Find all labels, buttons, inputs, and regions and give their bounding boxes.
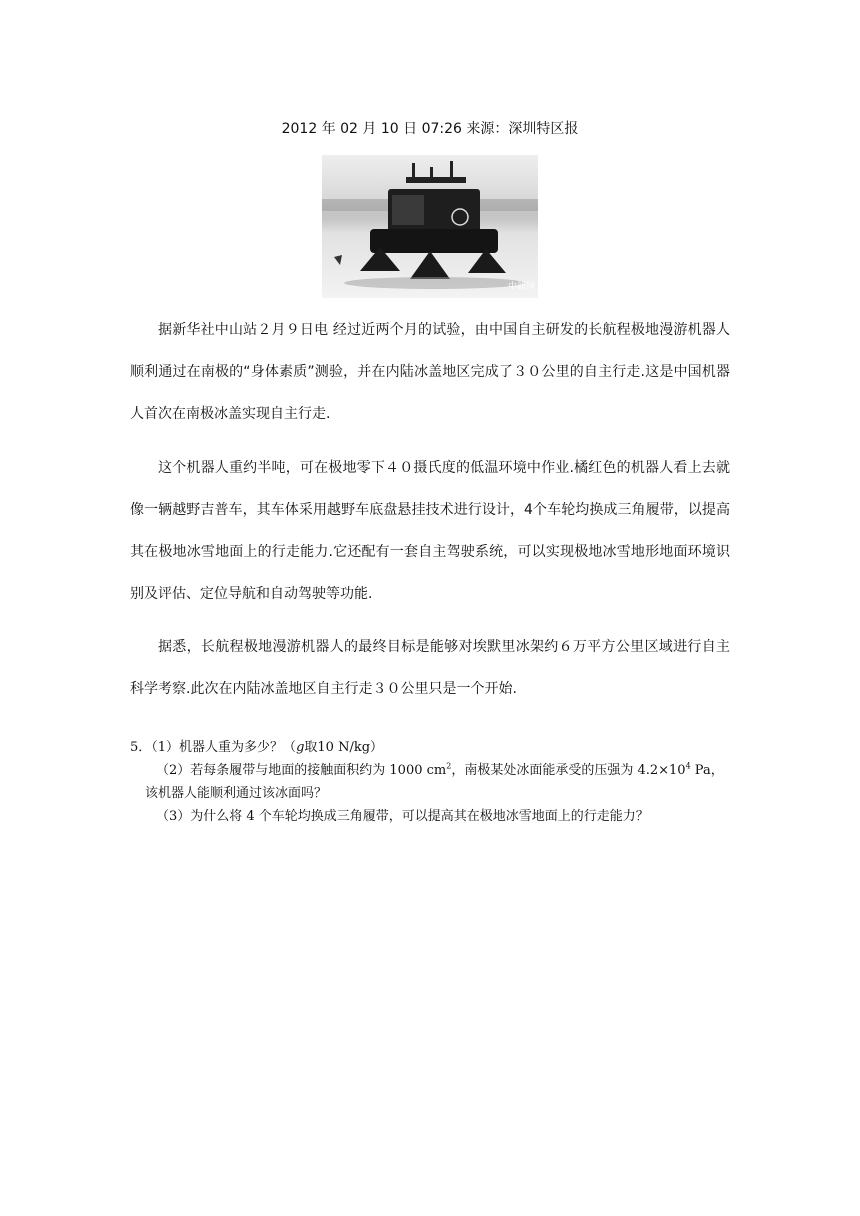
polar-robot-image: [322, 155, 538, 298]
question-part-3: （3）为什么将 4 个车轮均换成三角履带，可以提高其在极地冰雪地面上的行走能力？: [156, 809, 649, 824]
question-number: 5．: [130, 740, 152, 755]
question-5: [130, 736, 750, 828]
question-part-2-continued: 该机器人能顺利通过该冰面吗？: [145, 786, 328, 801]
article-dateline: 2012 年 02 月 10 日 07:26 来源：深圳特区报: [281, 121, 579, 137]
question-part-1: 5．（1）机器人重为多少？（g取10 N/kg）: [130, 740, 384, 755]
robot-photo: [322, 155, 538, 298]
article-paragraph-3: 据悉，长航程极地漫游机器人的最终目标是能够对埃默里冰架约６万平方公里区域进行自主科学考察.此次在内陆冰盖地区自主行走３０公里只是一个开始.: [130, 639, 730, 697]
article-paragraph-1: 据新华社中山站２月９日电 经过近两个月的试验，由中国自主研发的长航程极地漫游机器人顺利通过在南极的“身体素质”测验，并在内陆冰盖地区完成了３０公里的自主行走.这是中国机器人首次在南极冰盖实现自主行走.: [130, 322, 730, 422]
photo-watermark: 中新网: [508, 282, 536, 292]
question-part-2: （2）若每条履带与地面的接触面积约为 1000 $cm^2$，南极某处冰面能承受的压强为 $4.2\times 10^4$ Pa，: [156, 761, 724, 778]
article-paragraph-2: 这个机器人重约半吨，可在极地零下４０摄氏度的低温环境中作业.橘红色的机器人看上去就像一辆越野吉普车，其车体采用越野车底盘悬挂技术进行设计，4个车轮均换成三角履带，以提高其在极地冰雪地面上的行走能力.它还配有一套自主驾驶系统，可以实现极地冰雪地形地面环境识别及评估、定位导航和自动驾驶等功能.: [130, 460, 730, 602]
